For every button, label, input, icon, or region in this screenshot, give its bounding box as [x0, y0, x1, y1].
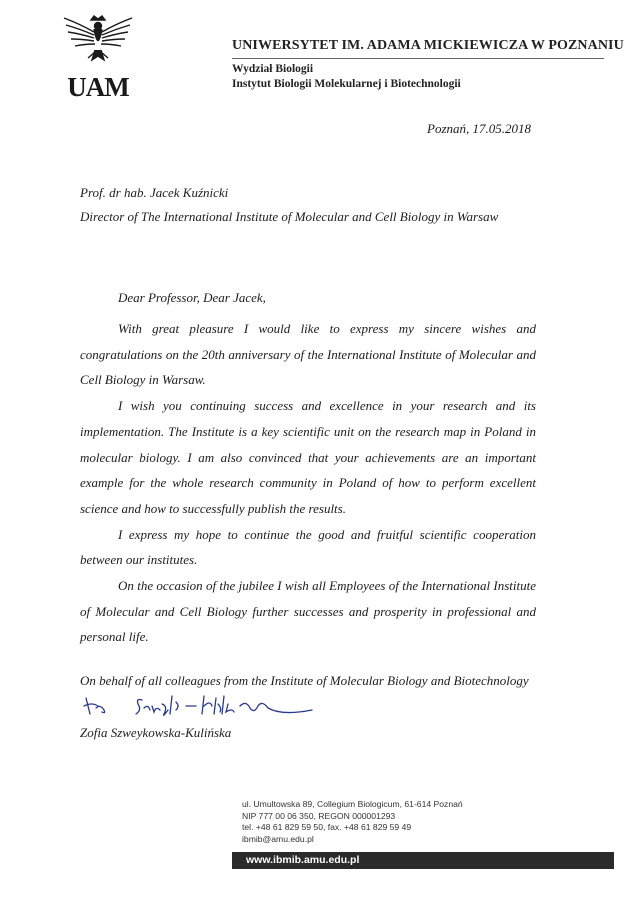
university-logo: [58, 14, 138, 104]
body-paragraph: I wish you continuing success and excellence in your research and its implementation. The Institute is a key scientific unit on the research map in Poland in molecular biology. I am also convinced that your achievements are an important example for the whole research community in Poland of how to perform excellent science and how to successfully publish the results.: [80, 398, 536, 516]
body-paragraph: I express my hope to continue the good and fruitful scientific cooperation between our institutes.: [80, 526, 536, 568]
logo-wordmark: UAM: [67, 72, 129, 102]
institute-name: Instytut Biologii Molekularnej i Biotechnologii: [232, 78, 461, 90]
footer-contact: [242, 799, 463, 845]
footer-phone: tel. +48 61 829 59 50, fax. +48 61 829 59 49: [242, 822, 412, 833]
recipient-block: [80, 181, 498, 229]
recipient-name: Prof. dr hab. Jacek Kuźnicki: [80, 185, 229, 200]
letterhead-divider: [232, 58, 604, 59]
closing-line: On behalf of all colleagues from the Institute of Molecular Biology and Biotechnology: [80, 673, 529, 688]
body-paragraph: On the occasion of the jubilee I wish all Employees of the International Institute of Molecular and Cell Biology further successes and prosperity in professional and personal life.: [80, 578, 536, 645]
eagle-emblem-icon: [58, 14, 138, 76]
letter-date: Poznań, 17.05.2018: [427, 121, 531, 136]
letter-body: [80, 316, 536, 650]
footer-address: ul. Umultowska 89, Collegium Biologicum, 61-614 Poznań: [242, 799, 463, 809]
salutation: Dear Professor, Dear Jacek,: [118, 290, 266, 305]
footer-ids: NIP 777 00 06 350, REGON 000001293: [242, 810, 396, 821]
footer-bar: [232, 852, 614, 869]
signer-name: Zofia Szweykowska-Kulińska: [80, 725, 232, 740]
faculty-name: Wydział Biologii: [232, 63, 314, 75]
footer-website-link[interactable]: www.ibmib.amu.edu.pl: [246, 854, 360, 866]
handwritten-signature: [82, 688, 332, 728]
recipient-title: Director of The International Institute of Molecular and Cell Biology in Warsaw: [80, 209, 499, 224]
university-name: UNIWERSYTET IM. ADAMA MICKIEWICZA W POZNANIU: [232, 38, 624, 53]
letterhead-text: [232, 38, 624, 92]
footer-email[interactable]: ibmib@amu.edu.pl: [242, 833, 314, 844]
body-paragraph: With great pleasure I would like to express my sincere wishes and congratulations on the 20th anniversary of the International Institute of Molecular and Cell Biology in Warsaw.: [80, 321, 536, 388]
